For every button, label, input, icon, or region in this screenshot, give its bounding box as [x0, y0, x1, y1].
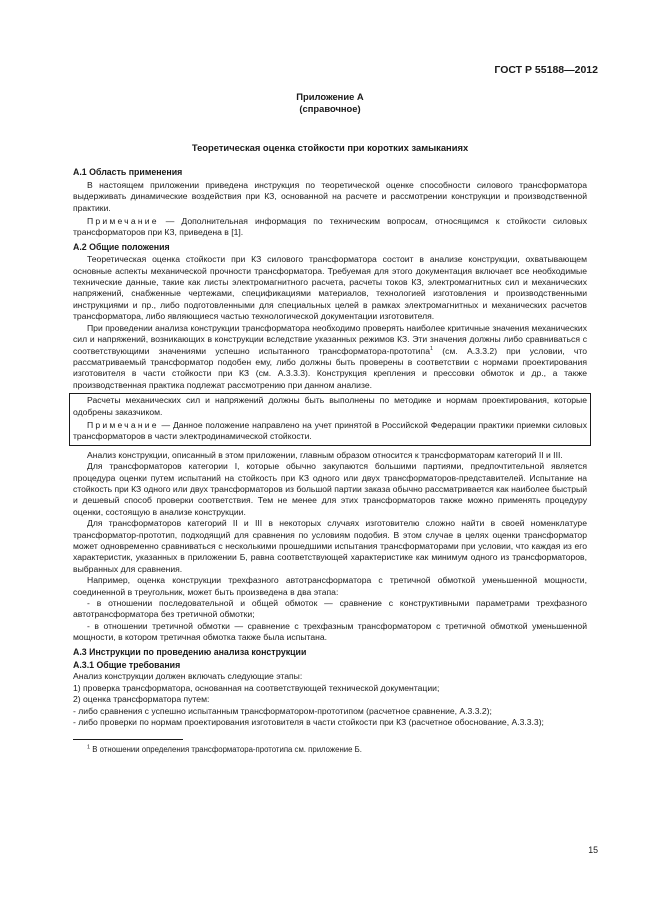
note-text: — Дополнительная информация по техническим вопросам, относящимся к стойкости силовых трансформаторов при КЗ, приведена в [1].	[73, 216, 587, 238]
section-a2-list-item-2: - в отношении третичной обмотки — сравнение с трехфазным трансформатором с третичной обмоткой уменьшенной мощности, в котором третичная обмотка также была испытана.	[73, 620, 587, 643]
paragraph-2-part-b: (см. А.3.3.2) при условии, что рассматриваемый трансформатор подобен ему, либо должны быть проверены в соответствии с нормами проектирования изготовителя в части стойкости при КЗ (см. А.3.3.3). Конструкция крепления и прессовки обмоток и др., а также производственная практика подлежат рассмотрению при данном анализе.	[73, 345, 587, 390]
section-a31-dash-2: - либо проверки по нормам проектирования изготовителя в части стойкости при КЗ (расчетное обоснование, А.3.3.3);	[73, 717, 544, 728]
section-a31-step-1: 1) проверка трансформатора, основанная на соответствующей технической документации;	[73, 682, 440, 693]
footnote-text: В отношении определения трансформатора-прототипа см. приложение Б.	[90, 744, 362, 754]
framed-block	[69, 393, 591, 446]
main-title: Теоретическая оценка стойкости при коротких замыканиях	[191, 142, 469, 153]
paragraph-2-part-a: При проведении анализа конструкции трансформатора необходимо проверять наиболее критичные значения механических сил и напряжений, возникающих в конструкции вследствие указанных режимов КЗ. Эти значения должны либо сравниваться с соответствующими значениями успешно испытанного трансформатора-прототипа	[73, 322, 587, 356]
section-a2-paragraph-6: Например, оценка конструкции трехфазного автотрансформатора с третичной обмоткой уменьшенной мощности, соединенной в треугольник, может быть произведена в два этапа:	[73, 575, 587, 597]
note-label: Примечание	[87, 216, 159, 227]
section-a2-paragraph-2	[73, 323, 587, 391]
page-header-standard: ГОСТ Р 55188—2012	[494, 64, 598, 76]
framed-paragraph: Расчеты механических сил и напряжений должны быть выполнены по методике и нормам проектирования, которые одобрены заказчиком.	[73, 395, 587, 417]
framed-note-text: — Данное положение направлено на учет принятой в Российской Федерации практики приемки силовых трансформаторов в части электродинамической стойкости.	[73, 419, 587, 442]
page-number: 15	[588, 845, 598, 855]
section-a2-paragraph-3: Анализ конструкции, описанный в этом приложении, главным образом относится к трансформаторам категорий II и III.	[87, 449, 563, 460]
footnote-reference: 1	[430, 345, 434, 352]
framed-note-label: Примечание	[87, 419, 159, 430]
section-a1-heading: А.1 Область применения	[73, 167, 183, 178]
section-a31-intro: Анализ конструкции должен включать следующие этапы:	[73, 671, 303, 682]
section-a31-heading: А.3.1 Общие требования	[73, 660, 181, 671]
footnote	[73, 744, 587, 755]
section-a2-heading: А.2 Общие положения	[73, 241, 170, 252]
section-a3-heading: А.3 Инструкции по проведению анализа конструкции	[73, 646, 307, 657]
section-a1-note	[73, 216, 587, 239]
section-a31-step-2: 2) оценка трансформатора путем:	[73, 694, 210, 705]
footnote-divider	[73, 739, 183, 740]
section-a2-paragraph-4: Для трансформаторов категории I, которые обычно закупаются большими партиями, предпочтительной является процедура оценки путем испытаний на стойкость при КЗ одного или двух трансформаторов-представителей. Испытание на стойкость при КЗ одного или двух трансформаторов из большой партии заказа обычно рассматривается как наиболее быстрый и дешевый способ проверки соответствия. Тем не менее для этих трансформаторов также можно применять процедуру оценки, состоящую в анализе конструкции.	[73, 461, 587, 517]
framed-note	[73, 420, 587, 443]
section-a2-paragraph-5: Для трансформаторов категорий II и III в некоторых случаях изготовителю сложно найти в своей номенклатуре трансформатор-прототип, подходящий для сравнения по условиям подобия. В этом случае в целях оценки трансформатор может одновременно сравниваться с несколькими прошедшими испытания трансформаторами при условии, что каждая из его характеристик, указанных в приложении Б, равна соответствующей характеристике как минимум одного из трансформаторов, выбранных для сравнения.	[73, 518, 587, 574]
section-a2-paragraph-1: Теоретическая оценка стойкости при КЗ силового трансформатора состоит в анализе конструкции, охватывающем основные аспекты механической прочности трансформатора. Требуемая для этого документация включает все необходимые технические данные, такие как листы электромагнитного расчета, расчеты токов КЗ, электромагнитных сил и механических напряжений, снабженные чертежами, спецификациями материалов, технологией изготовления и производственными инструкциями и пр., либо подготовленными для специальных целей в рамках электромагнитных и механических расчетов трансформатора, либо являющиеся частью технологической документации изготовителя.	[73, 254, 587, 322]
footnote-marker: 1	[87, 743, 91, 750]
section-a2-list-item-1: - в отношении последовательной и общей обмоток — сравнение с конструктивными параметрами трехфазного автотрансформатора без третичной обмотки;	[73, 598, 587, 620]
section-a1-paragraph: В настоящем приложении приведена инструкция по теоретической оценке способности силового трансформатора выдерживать динамические воздействия при КЗ, основанной на расчете и рассмотрении конструкции и производственной практики.	[73, 179, 587, 213]
appendix-title: Приложение А	[296, 91, 364, 102]
section-a31-dash-1: - либо сравнения с успешно испытанным трансформатором-прототипом (расчетное сравнение, А.3.3.2);	[73, 705, 492, 716]
document-body	[73, 91, 587, 755]
appendix-subtitle: (справочное)	[299, 103, 361, 114]
